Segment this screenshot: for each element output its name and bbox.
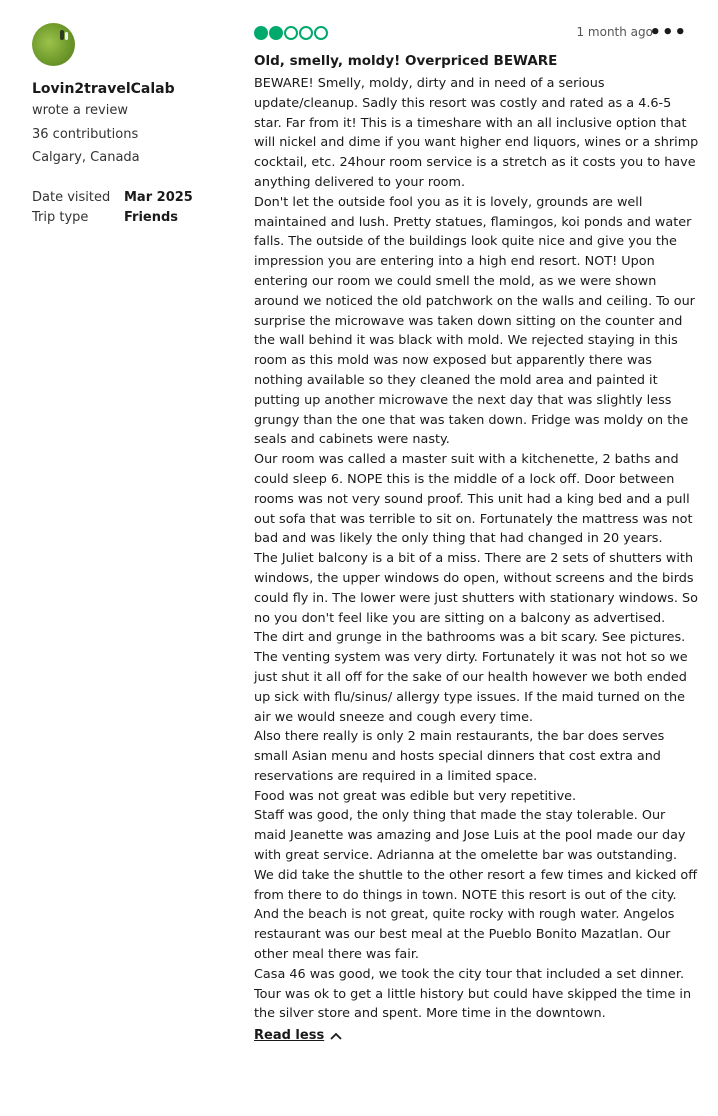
avatar[interactable] (32, 23, 75, 66)
rating-bubbles (254, 26, 328, 40)
review-paragraph: Food was not great was edible but very repetitive. (254, 788, 577, 804)
reviewer-location: Calgary, Canada (32, 150, 140, 165)
review-paragraph: The dirt and grunge in the bathrooms was a bit scary. See pictures. The venting system was very dirty. Fortunately it was not hot so we just shut it all off for the sake of our health however we both ended up sick with flu/sinus/ allergy type issues. If the maid turned on the air we would sneeze and cough every time. (254, 630, 688, 725)
rating-bubble-icon (284, 26, 298, 40)
trip-facts (32, 188, 232, 228)
reviewer-username[interactable]: Lovin2travelCalab (32, 81, 175, 97)
chevron-up-icon (330, 1026, 342, 1046)
review-paragraph: Staff was good, the only thing that made the stay tolerable. Our maid Jeanette was amazing and Jose Luis at the pool made our day with great service. Adrianna at the omelette bar was outstanding. (254, 808, 686, 864)
rating-bubble-icon (269, 26, 283, 40)
more-options-icon[interactable]: ••• (649, 22, 687, 43)
review-paragraph: We did take the shuttle to the other resort a few times and kicked off from there to do things in town. NOTE this resort is out of the city. And the beach is not great, quite rocky with rough water. Angelos restaurant was our best meal at the Pueblo Bonito Mazatlan. Our other meal there was fair. (254, 867, 698, 963)
review-action-text: wrote a review (32, 103, 128, 118)
rating-bubble-icon (254, 26, 268, 40)
rating-bubble-icon (299, 26, 313, 40)
read-less-button[interactable] (254, 1026, 342, 1046)
review-paragraph: Also there really is only 2 main restaurants, the bar does serves small Asian menu and hosts special dinners that cost extra and reservations are required in a limited space. (254, 729, 665, 784)
fact-label: Date visited (32, 189, 111, 205)
review-content (254, 24, 700, 1046)
fact-value: Mar 2025 (124, 189, 193, 205)
fact-value: Friends (124, 209, 179, 225)
review-body (254, 74, 700, 1024)
review-paragraph: Don't let the outside fool you as it is lovely, grounds are well maintained and lush. Pretty statues, flamingos, koi ponds and water falls. The outside of the buildings look quite nice and give you the impression you are entering into a high end resort. NOT! Upon entering our room we could smell the mold, as we were shown around we noticed the old patchwork on the walls and ceiling. To our surprise the microwave was taken down sitting on the counter and the wall behind it was black with mold. We rejected staying in this room as this mold was now exposed but apparently there was nothing available so they cleaned the mold area and painted it putting up another microwave the next day that was slightly less grungy than the one that was taken down. Fridge was moldy on the seals and cabinets were nasty. (254, 194, 695, 448)
review-paragraph: The Juliet balcony is a bit of a miss. There are 2 sets of shutters with windows, the upper windows do open, without screens and the birds could fly in. The lower were just shutters with stationary windows. So no you don't feel like you are sitting on a balcony as advertised. (254, 551, 698, 626)
avatar-figure (60, 30, 64, 40)
review-paragraph: Casa 46 was good, we took the city tour that included a set dinner. Tour was ok to get a little history but could have skipped the time in the silver store and spent. More time in the downtown. (254, 966, 692, 1022)
review-header-row (254, 24, 700, 44)
contributions-count: 36 contributions (32, 126, 139, 142)
read-less-label: Read less (254, 1028, 325, 1044)
fact-label: Trip type (32, 209, 89, 225)
fact-date-visited (32, 188, 232, 208)
review-title[interactable]: Old, smelly, moldy! Overpriced BEWARE (254, 53, 558, 69)
review-paragraph: Our room was called a master suit with a kitchenette, 2 baths and could sleep 6. NOPE this is the middle of a lock off. Door between rooms was not very sound proof. This unit had a king bed and a pull out sofa that was terrible to sit on. Fortunately the mattress was not bad and was likely the only thing that had changed in 20 years. (254, 452, 693, 547)
reviewer-panel (32, 23, 232, 228)
review-date: 1 month ago (576, 25, 653, 39)
review-paragraph: BEWARE! Smelly, moldy, dirty and in need of a serious update/cleanup. Sadly this resort was costly and rated as a 4.6-5 star. Far from it! This is a timeshare with an all inclusive option that will nickel and dime if you want higher end liquors, wines or a shrimp cocktail, etc. 24hour room service is a stretch as it costs you to have anything delivered to your room. (254, 76, 699, 190)
avatar-figure-2 (65, 32, 68, 40)
fact-trip-type (32, 208, 232, 228)
rating-bubble-icon (314, 26, 328, 40)
